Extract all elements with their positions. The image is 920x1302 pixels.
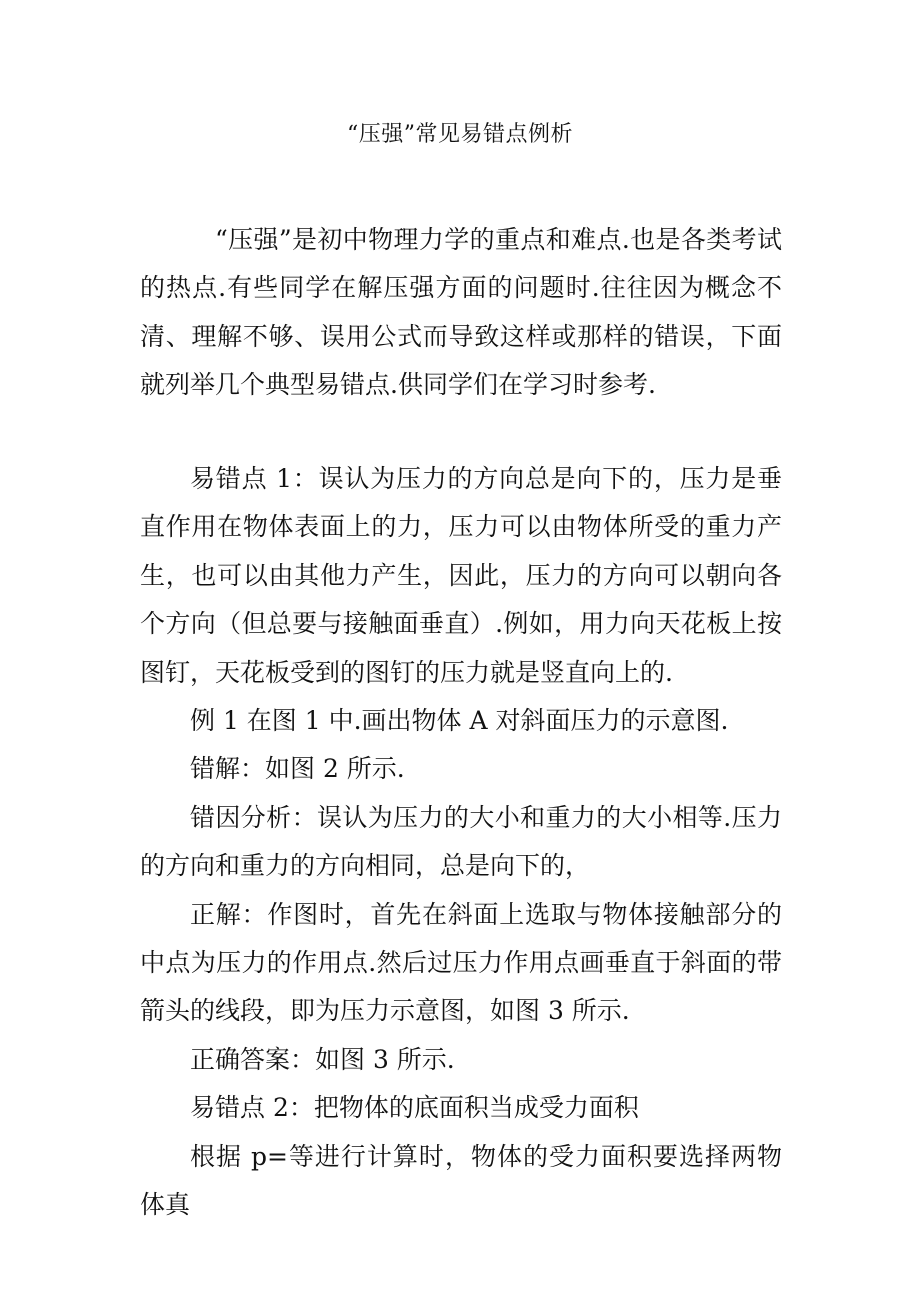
document-title: “压强”常见易错点例析 bbox=[347, 122, 573, 147]
intro-paragraph: “压强”是初中物理力学的重点和难点.也是各类考试的热点.有些同学在解压强方面的问题时.往往因为概念不清、理解不够、误用公式而导致这样或那样的错误，下面就列举几个典型易错点.供同学们在学习时参考. bbox=[140, 225, 782, 400]
paragraph-pressure-formula: 根据 p=等进行计算时，物体的受力面积要选择两物体真 bbox=[140, 1141, 782, 1220]
intro-section bbox=[140, 216, 782, 410]
paragraph-wrong-solution: 错解：如图 2 所示. bbox=[190, 754, 405, 784]
paragraph-error-analysis: 错因分析：误认为压力的大小和重力的大小相等.压力的方向和重力的方向相同，总是向下的， bbox=[140, 802, 782, 881]
paragraph-example-1: 例 1 在图 1 中.画出物体 A 对斜面压力的示意图. bbox=[190, 706, 729, 736]
paragraph-correct-solution: 正解：作图时，首先在斜面上选取与物体接触部分的中点为压力的作用点.然后过压力作用点画垂直于斜面的带箭头的线段，即为压力示意图，如图 3 所示. bbox=[140, 899, 782, 1026]
paragraph-correct-answer: 正确答案：如图 3 所示. bbox=[190, 1044, 455, 1074]
paragraph-error-point-1: 易错点 1：误认为压力的方向总是向下的，压力是垂直作用在物体表面上的力，压力可以由物体所受的重力产生，也可以由其他力产生，因此，压力的方向可以朝向各个方向（但总要与接触面垂直）.例如，用力向天花板上按图钉，天花板受到的图钉的压力就是竖直向上的. bbox=[140, 464, 782, 687]
main-section bbox=[140, 455, 782, 1230]
paragraph-error-point-2: 易错点 2：把物体的底面积当成受力面积 bbox=[190, 1093, 639, 1123]
